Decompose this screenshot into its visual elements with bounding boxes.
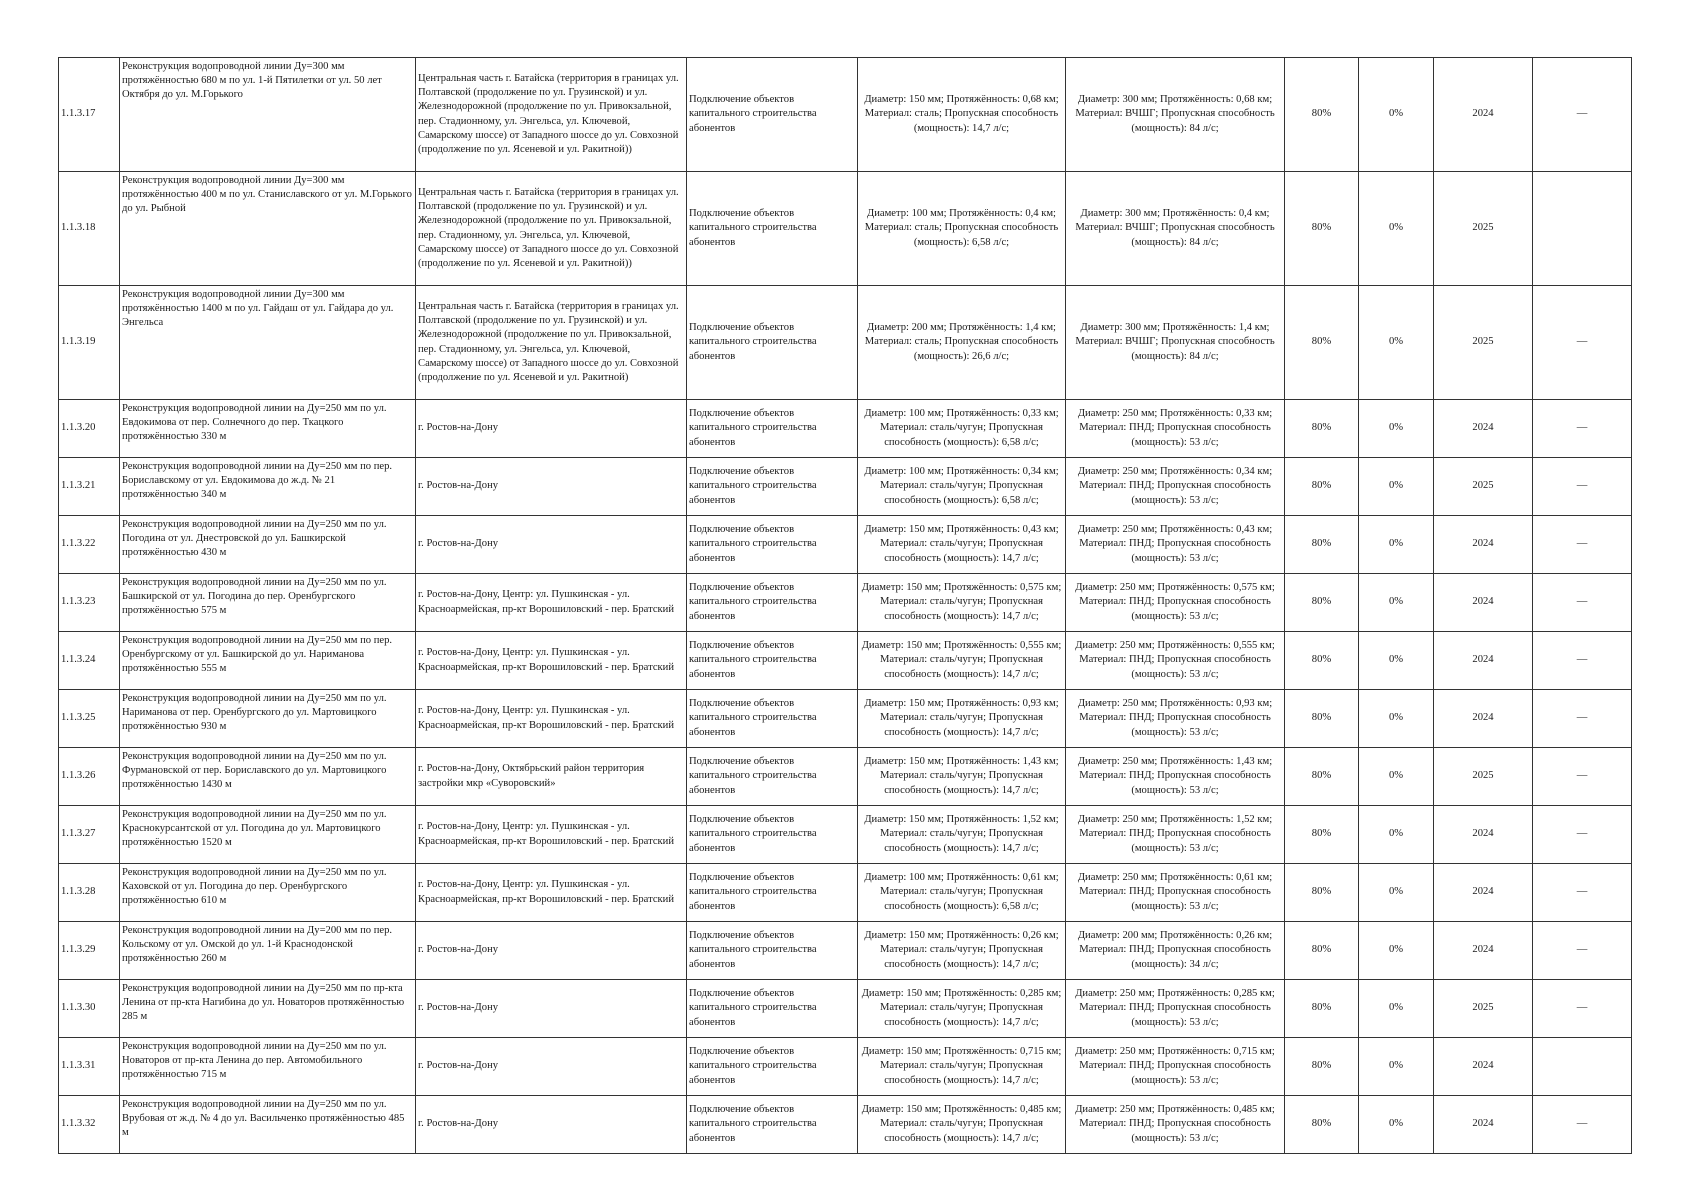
percent-value-2: 0% <box>1359 516 1434 574</box>
percent-value: 80% <box>1285 574 1359 632</box>
table-row <box>59 864 1632 922</box>
note-cell: — <box>1533 922 1632 980</box>
specs-after: Диаметр: 300 мм; Протяжённость: 0,4 км; Материал: ВЧШГ; Пропускная способность (мощность): 84 л/с; <box>1066 172 1285 286</box>
percent-value: 80% <box>1285 806 1359 864</box>
project-location: г. Ростов-на-Дону <box>416 1096 687 1154</box>
percent-value-2: 0% <box>1359 864 1434 922</box>
project-purpose: Подключение объектов капитального строительства абонентов <box>687 690 858 748</box>
note-cell: — <box>1533 748 1632 806</box>
percent-value: 80% <box>1285 922 1359 980</box>
project-name: Реконструкция водопроводной линии на Ду=250 мм по ул. Евдокимова от пер. Солнечного до пер. Ткацкого протяжённостью 330 м <box>120 400 416 458</box>
completion-year: 2024 <box>1434 400 1533 458</box>
note-cell: — <box>1533 58 1632 172</box>
percent-value-2: 0% <box>1359 980 1434 1038</box>
specs-after: Диаметр: 250 мм; Протяжённость: 1,43 км; Материал: ПНД; Пропускная способность (мощность): 53 л/с; <box>1066 748 1285 806</box>
project-purpose: Подключение объектов капитального строительства абонентов <box>687 172 858 286</box>
project-name: Реконструкция водопроводной линии Ду=300 мм протяжённостью 1400 м по ул. Гайдаш от ул. Гайдара до ул. Энгельса <box>120 286 416 400</box>
table-row <box>59 1096 1632 1154</box>
note-cell: — <box>1533 980 1632 1038</box>
specs-after: Диаметр: 250 мм; Протяжённость: 0,555 км; Материал: ПНД; Пропускная способность (мощность): 53 л/с; <box>1066 632 1285 690</box>
percent-value-2: 0% <box>1359 172 1434 286</box>
project-name: Реконструкция водопроводной линии Ду=300 мм протяжённостью 400 м по ул. Станиславского от ул. М.Горького до ул. Рыбной <box>120 172 416 286</box>
table-row <box>59 458 1632 516</box>
specs-before: Диаметр: 100 мм; Протяжённость: 0,34 км; Материал: сталь/чугун; Пропускная способность (мощность): 6,58 л/с; <box>858 458 1066 516</box>
note-cell: — <box>1533 864 1632 922</box>
project-location: г. Ростов-на-Дону <box>416 458 687 516</box>
specs-before: Диаметр: 100 мм; Протяжённость: 0,33 км; Материал: сталь/чугун; Пропускная способность (мощность): 6,58 л/с; <box>858 400 1066 458</box>
project-name: Реконструкция водопроводной линии на Ду=250 мм по ул. Краснокурсантской от ул. Погодина до ул. Мартовицкого протяжённостью 1520 м <box>120 806 416 864</box>
row-number: 1.1.3.32 <box>59 1096 120 1154</box>
specs-after: Диаметр: 250 мм; Протяжённость: 0,34 км; Материал: ПНД; Пропускная способность (мощность): 53 л/с; <box>1066 458 1285 516</box>
note-cell: — <box>1533 574 1632 632</box>
investment-program-table <box>58 57 1632 1154</box>
project-purpose: Подключение объектов капитального строительства абонентов <box>687 748 858 806</box>
specs-before: Диаметр: 100 мм; Протяжённость: 0,4 км; Материал: сталь; Пропускная способность (мощность): 6,58 л/с; <box>858 172 1066 286</box>
completion-year: 2024 <box>1434 574 1533 632</box>
table-row <box>59 58 1632 172</box>
project-purpose: Подключение объектов капитального строительства абонентов <box>687 458 858 516</box>
row-number: 1.1.3.29 <box>59 922 120 980</box>
table-row <box>59 400 1632 458</box>
project-name: Реконструкция водопроводной линии на Ду=250 мм по пер. Оренбургскому от ул. Башкирской до ул. Нариманова протяжённостью 555 м <box>120 632 416 690</box>
table-row <box>59 922 1632 980</box>
percent-value-2: 0% <box>1359 400 1434 458</box>
table-row <box>59 632 1632 690</box>
project-purpose: Подключение объектов капитального строительства абонентов <box>687 58 858 172</box>
table-row <box>59 748 1632 806</box>
specs-after: Диаметр: 250 мм; Протяжённость: 0,485 км; Материал: ПНД; Пропускная способность (мощность): 53 л/с; <box>1066 1096 1285 1154</box>
note-cell: — <box>1533 400 1632 458</box>
row-number: 1.1.3.31 <box>59 1038 120 1096</box>
percent-value: 80% <box>1285 748 1359 806</box>
project-location: г. Ростов-на-Дону, Октябрьский район территория застройки мкр «Суворовский» <box>416 748 687 806</box>
percent-value-2: 0% <box>1359 1038 1434 1096</box>
percent-value-2: 0% <box>1359 458 1434 516</box>
note-cell <box>1533 172 1632 286</box>
completion-year: 2024 <box>1434 864 1533 922</box>
project-location: Центральная часть г. Батайска (территория в границах ул. Полтавской (продолжение по ул. Грузинской) и ул. Железнодорожной (продолжение по ул. Привокзальной, пер. Стадионному, ул. Энгельса, ул. Ключевой, Самарскому шоссе) от Западного шоссе до ул. Совхозной (продолжение по ул. Ясеневой и ул. Ракитной) <box>416 286 687 400</box>
project-purpose: Подключение объектов капитального строительства абонентов <box>687 516 858 574</box>
completion-year: 2024 <box>1434 690 1533 748</box>
specs-before: Диаметр: 150 мм; Протяжённость: 0,285 км; Материал: сталь/чугун; Пропускная способность (мощность): 14,7 л/с; <box>858 980 1066 1038</box>
specs-after: Диаметр: 250 мм; Протяжённость: 0,285 км; Материал: ПНД; Пропускная способность (мощность): 53 л/с; <box>1066 980 1285 1038</box>
percent-value-2: 0% <box>1359 58 1434 172</box>
project-name: Реконструкция водопроводной линии на Ду=250 мм по ул. Погодина от ул. Днестровской до ул. Башкирской протяжённостью 430 м <box>120 516 416 574</box>
project-location: г. Ростов-на-Дону <box>416 400 687 458</box>
specs-before: Диаметр: 150 мм; Протяжённость: 0,26 км; Материал: сталь/чугун; Пропускная способность (мощность): 14,7 л/с; <box>858 922 1066 980</box>
percent-value: 80% <box>1285 172 1359 286</box>
project-location: г. Ростов-на-Дону, Центр: ул. Пушкинская - ул. Красноармейская, пр-кт Ворошиловский - пер. Братский <box>416 690 687 748</box>
table-row <box>59 1038 1632 1096</box>
project-purpose: Подключение объектов капитального строительства абонентов <box>687 574 858 632</box>
project-purpose: Подключение объектов капитального строительства абонентов <box>687 922 858 980</box>
specs-before: Диаметр: 150 мм; Протяжённость: 0,485 км; Материал: сталь/чугун; Пропускная способность (мощность): 14,7 л/с; <box>858 1096 1066 1154</box>
specs-before: Диаметр: 200 мм; Протяжённость: 1,4 км; Материал: сталь; Пропускная способность (мощность): 26,6 л/с; <box>858 286 1066 400</box>
project-location: Центральная часть г. Батайска (территория в границах ул. Полтавской (продолжение по ул. Грузинской) и ул. Железнодорожной (продолжение по ул. Привокзальной, пер. Стадионному, ул. Энгельса, ул. Ключевой, Самарскому шоссе) от Западного шоссе до ул. Совхозной (продолжение по ул. Ясеневой и ул. Ракитной)) <box>416 58 687 172</box>
project-name: Реконструкция водопроводной линии на Ду=250 мм по ул. Врубовая от ж.д. № 4 до ул. Васильченко протяжённостью 485 м <box>120 1096 416 1154</box>
completion-year: 2024 <box>1434 516 1533 574</box>
completion-year: 2025 <box>1434 748 1533 806</box>
row-number: 1.1.3.20 <box>59 400 120 458</box>
project-purpose: Подключение объектов капитального строительства абонентов <box>687 286 858 400</box>
specs-before: Диаметр: 150 мм; Протяжённость: 0,575 км; Материал: сталь/чугун; Пропускная способность (мощность): 14,7 л/с; <box>858 574 1066 632</box>
percent-value: 80% <box>1285 516 1359 574</box>
project-name: Реконструкция водопроводной линии на Ду=250 мм по ул. Нариманова от пер. Оренбургского до ул. Мартовицкого протяжённостью 930 м <box>120 690 416 748</box>
project-location: г. Ростов-на-Дону <box>416 516 687 574</box>
completion-year: 2025 <box>1434 980 1533 1038</box>
project-name: Реконструкция водопроводной линии на Ду=250 мм по пр-кта Ленина от пр-кта Нагибина до ул. Новаторов протяжённостью 285 м <box>120 980 416 1038</box>
percent-value-2: 0% <box>1359 632 1434 690</box>
percent-value-2: 0% <box>1359 1096 1434 1154</box>
specs-before: Диаметр: 150 мм; Протяжённость: 0,715 км; Материал: сталь/чугун; Пропускная способность (мощность): 14,7 л/с; <box>858 1038 1066 1096</box>
specs-before: Диаметр: 150 мм; Протяжённость: 1,43 км; Материал: сталь/чугун; Пропускная способность (мощность): 14,7 л/с; <box>858 748 1066 806</box>
project-location: г. Ростов-на-Дону, Центр: ул. Пушкинская - ул. Красноармейская, пр-кт Ворошиловский - пер. Братский <box>416 864 687 922</box>
completion-year: 2024 <box>1434 806 1533 864</box>
project-purpose: Подключение объектов капитального строительства абонентов <box>687 400 858 458</box>
completion-year: 2025 <box>1434 286 1533 400</box>
project-name: Реконструкция водопроводной линии на Ду=250 мм по пер. Бориславскому от ул. Евдокимова до ж.д. № 21 протяжённостью 340 м <box>120 458 416 516</box>
project-purpose: Подключение объектов капитального строительства абонентов <box>687 632 858 690</box>
table-body <box>59 58 1632 1154</box>
completion-year: 2025 <box>1434 458 1533 516</box>
percent-value-2: 0% <box>1359 806 1434 864</box>
row-number: 1.1.3.22 <box>59 516 120 574</box>
row-number: 1.1.3.27 <box>59 806 120 864</box>
table-row <box>59 980 1632 1038</box>
row-number: 1.1.3.24 <box>59 632 120 690</box>
project-name: Реконструкция водопроводной линии на Ду=250 мм по ул. Фурмановской от пер. Бориславского до ул. Мартовицкого протяжённостью 1430 м <box>120 748 416 806</box>
project-location: г. Ростов-на-Дону, Центр: ул. Пушкинская - ул. Красноармейская, пр-кт Ворошиловский - пер. Братский <box>416 574 687 632</box>
row-number: 1.1.3.30 <box>59 980 120 1038</box>
project-name: Реконструкция водопроводной линии на Ду=200 мм по пер. Кольскому от ул. Омской до ул. 1-й Краснодонской протяжённостью 260 м <box>120 922 416 980</box>
project-location: г. Ростов-на-Дону, Центр: ул. Пушкинская - ул. Красноармейская, пр-кт Ворошиловский - пер. Братский <box>416 806 687 864</box>
completion-year: 2024 <box>1434 1038 1533 1096</box>
row-number: 1.1.3.17 <box>59 58 120 172</box>
note-cell: — <box>1533 1096 1632 1154</box>
row-number: 1.1.3.28 <box>59 864 120 922</box>
completion-year: 2024 <box>1434 58 1533 172</box>
specs-before: Диаметр: 150 мм; Протяжённость: 0,43 км; Материал: сталь/чугун; Пропускная способность (мощность): 14,7 л/с; <box>858 516 1066 574</box>
project-location: Центральная часть г. Батайска (территория в границах ул. Полтавской (продолжение по ул. Грузинской) и ул. Железнодорожной (продолжение по ул. Привокзальной, пер. Стадионному, ул. Энгельса, ул. Ключевой, Самарскому шоссе) от Западного шоссе до ул. Совхозной (продолжение по ул. Ясеневой и ул. Ракитной)) <box>416 172 687 286</box>
completion-year: 2024 <box>1434 1096 1533 1154</box>
note-cell: — <box>1533 516 1632 574</box>
specs-after: Диаметр: 250 мм; Протяжённость: 0,43 км; Материал: ПНД; Пропускная способность (мощность): 53 л/с; <box>1066 516 1285 574</box>
percent-value: 80% <box>1285 400 1359 458</box>
project-purpose: Подключение объектов капитального строительства абонентов <box>687 864 858 922</box>
percent-value: 80% <box>1285 864 1359 922</box>
row-number: 1.1.3.21 <box>59 458 120 516</box>
completion-year: 2024 <box>1434 632 1533 690</box>
specs-after: Диаметр: 200 мм; Протяжённость: 0,26 км; Материал: ПНД; Пропускная способность (мощность): 34 л/с; <box>1066 922 1285 980</box>
note-cell: — <box>1533 632 1632 690</box>
project-name: Реконструкция водопроводной линии на Ду=250 мм по ул. Каховской от ул. Погодина до пер. Оренбургского протяжённостью 610 м <box>120 864 416 922</box>
percent-value: 80% <box>1285 458 1359 516</box>
table-row <box>59 172 1632 286</box>
specs-after: Диаметр: 250 мм; Протяжённость: 1,52 км; Материал: ПНД; Пропускная способность (мощность): 53 л/с; <box>1066 806 1285 864</box>
percent-value-2: 0% <box>1359 690 1434 748</box>
note-cell: — <box>1533 458 1632 516</box>
specs-after: Диаметр: 250 мм; Протяжённость: 0,575 км; Материал: ПНД; Пропускная способность (мощность): 53 л/с; <box>1066 574 1285 632</box>
table-row <box>59 690 1632 748</box>
project-purpose: Подключение объектов капитального строительства абонентов <box>687 1096 858 1154</box>
note-cell: — <box>1533 286 1632 400</box>
row-number: 1.1.3.23 <box>59 574 120 632</box>
percent-value-2: 0% <box>1359 748 1434 806</box>
specs-after: Диаметр: 250 мм; Протяжённость: 0,715 км; Материал: ПНД; Пропускная способность (мощность): 53 л/с; <box>1066 1038 1285 1096</box>
project-name: Реконструкция водопроводной линии на Ду=250 мм по ул. Башкирской от ул. Погодина до пер. Оренбургского протяжённостью 575 м <box>120 574 416 632</box>
specs-after: Диаметр: 250 мм; Протяжённость: 0,61 км; Материал: ПНД; Пропускная способность (мощность): 53 л/с; <box>1066 864 1285 922</box>
completion-year: 2025 <box>1434 172 1533 286</box>
percent-value: 80% <box>1285 690 1359 748</box>
percent-value: 80% <box>1285 632 1359 690</box>
percent-value: 80% <box>1285 980 1359 1038</box>
specs-before: Диаметр: 150 мм; Протяжённость: 0,68 км; Материал: сталь; Пропускная способность (мощность): 14,7 л/с; <box>858 58 1066 172</box>
project-purpose: Подключение объектов капитального строительства абонентов <box>687 980 858 1038</box>
specs-before: Диаметр: 150 мм; Протяжённость: 0,93 км; Материал: сталь/чугун; Пропускная способность (мощность): 14,7 л/с; <box>858 690 1066 748</box>
specs-before: Диаметр: 150 мм; Протяжённость: 0,555 км; Материал: сталь/чугун; Пропускная способность (мощность): 14,7 л/с; <box>858 632 1066 690</box>
table-row <box>59 516 1632 574</box>
note-cell <box>1533 1038 1632 1096</box>
project-location: г. Ростов-на-Дону <box>416 980 687 1038</box>
percent-value-2: 0% <box>1359 286 1434 400</box>
table-row <box>59 806 1632 864</box>
percent-value-2: 0% <box>1359 922 1434 980</box>
specs-after: Диаметр: 300 мм; Протяжённость: 0,68 км; Материал: ВЧШГ; Пропускная способность (мощность): 84 л/с; <box>1066 58 1285 172</box>
project-purpose: Подключение объектов капитального строительства абонентов <box>687 806 858 864</box>
row-number: 1.1.3.25 <box>59 690 120 748</box>
project-location: г. Ростов-на-Дону, Центр: ул. Пушкинская - ул. Красноармейская, пр-кт Ворошиловский - пер. Братский <box>416 632 687 690</box>
table-row <box>59 574 1632 632</box>
specs-before: Диаметр: 100 мм; Протяжённость: 0,61 км; Материал: сталь/чугун; Пропускная способность (мощность): 6,58 л/с; <box>858 864 1066 922</box>
note-cell: — <box>1533 690 1632 748</box>
specs-before: Диаметр: 150 мм; Протяжённость: 1,52 км; Материал: сталь/чугун; Пропускная способность (мощность): 14,7 л/с; <box>858 806 1066 864</box>
row-number: 1.1.3.19 <box>59 286 120 400</box>
completion-year: 2024 <box>1434 922 1533 980</box>
project-purpose: Подключение объектов капитального строительства абонентов <box>687 1038 858 1096</box>
project-location: г. Ростов-на-Дону <box>416 922 687 980</box>
table-row <box>59 286 1632 400</box>
percent-value: 80% <box>1285 58 1359 172</box>
row-number: 1.1.3.18 <box>59 172 120 286</box>
specs-after: Диаметр: 250 мм; Протяжённость: 0,93 км; Материал: ПНД; Пропускная способность (мощность): 53 л/с; <box>1066 690 1285 748</box>
project-name: Реконструкция водопроводной линии на Ду=250 мм по ул. Новаторов от пр-кта Ленина до пер. Автомобильного протяжённостью 715 м <box>120 1038 416 1096</box>
percent-value-2: 0% <box>1359 574 1434 632</box>
row-number: 1.1.3.26 <box>59 748 120 806</box>
project-location: г. Ростов-на-Дону <box>416 1038 687 1096</box>
project-name: Реконструкция водопроводной линии Ду=300 мм протяжённостью 680 м по ул. 1-й Пятилетки от ул. 50 лет Октября до ул. М.Горького <box>120 58 416 172</box>
specs-after: Диаметр: 250 мм; Протяжённость: 0,33 км; Материал: ПНД; Пропускная способность (мощность): 53 л/с; <box>1066 400 1285 458</box>
percent-value: 80% <box>1285 1038 1359 1096</box>
percent-value: 80% <box>1285 286 1359 400</box>
percent-value: 80% <box>1285 1096 1359 1154</box>
specs-after: Диаметр: 300 мм; Протяжённость: 1,4 км; Материал: ВЧШГ; Пропускная способность (мощность): 84 л/с; <box>1066 286 1285 400</box>
note-cell: — <box>1533 806 1632 864</box>
